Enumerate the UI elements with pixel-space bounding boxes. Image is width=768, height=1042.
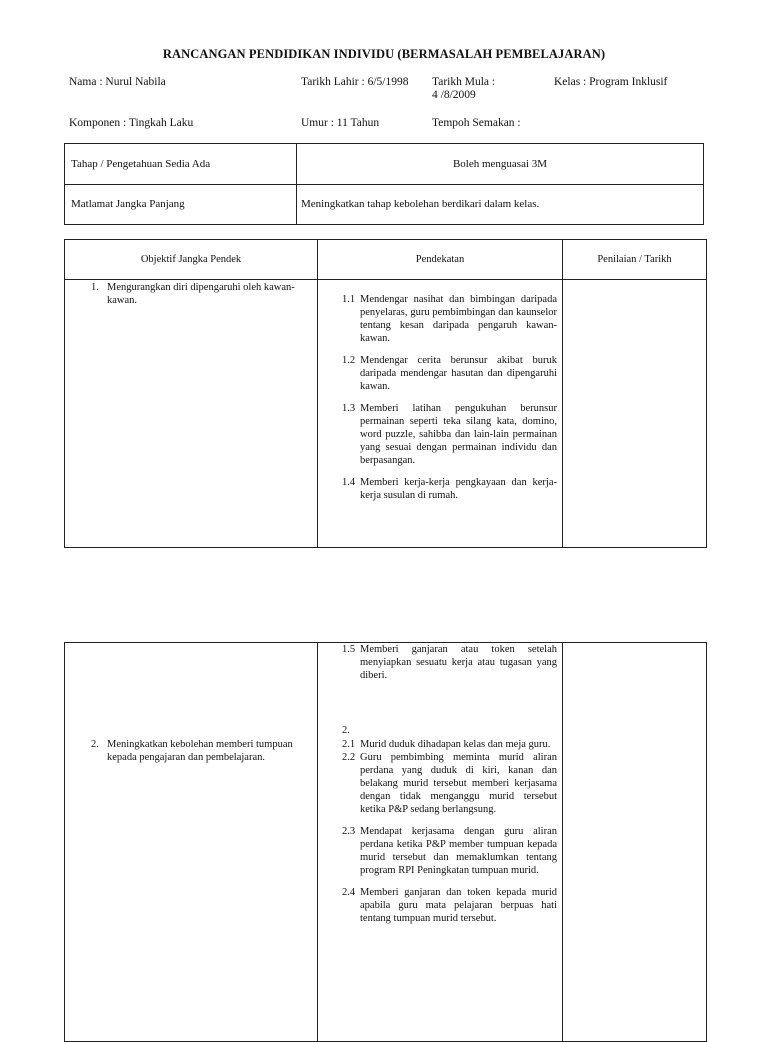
approach-item (342, 643, 557, 682)
approach-number: 1.3 (342, 403, 356, 414)
approach-cell (318, 643, 563, 1042)
approach-text: Memberi latihan pengukuhan berunsur permainan seperti teka silang kata, domino, word puzzle, sahibba dan lain-lain permainan yang sesuai dengan permainan individu dan berpasangan. (360, 403, 557, 466)
approach-text: Guru pembimbing meminta murid aliran perdana yang duduk di kiri, kanan dan belakang murid tersebut memberi kerjasama dengan tidak menganggu murid tersebut ketika P&P sedang berlangsung. (360, 752, 557, 815)
approach-item (342, 293, 557, 345)
header-assessment: Penilaian / Tarikh (563, 240, 707, 280)
start-date-value: 4 /8/2009 (432, 89, 476, 101)
age: Umur : 11 Tahun (301, 117, 380, 129)
summary-cell (65, 144, 297, 185)
approach-number: 1.1 (342, 294, 356, 305)
existing-knowledge-value: Boleh menguasai 3M (452, 157, 548, 170)
objective-item (65, 643, 317, 764)
approach-item (342, 476, 557, 502)
summary-cell (65, 185, 297, 225)
approach-text: Memberi ganjaran dan token kepada murid apabila guru mata pelajaran berpuas hati tentang tumpuan murid tersebut. (360, 887, 557, 924)
approach-number: 1.4 (342, 477, 356, 488)
approach-item (342, 402, 557, 467)
approach-number: 2.2 (342, 752, 356, 763)
summary-cell (297, 144, 704, 185)
plan-table (64, 239, 707, 548)
document-title: RANCANGAN PENDIDIKAN INDIVIDU (BERMASALAH PEMBELAJARAN) (162, 47, 606, 61)
section-number: 2. (342, 725, 350, 736)
approach-list (318, 643, 562, 682)
summary-cell (297, 185, 704, 225)
student-name: Nama : Nurul Nabila (69, 76, 166, 88)
approach-list (318, 738, 562, 925)
approach-text: Mendengar cerita berunsur akibat buruk daripada mendengar hasutan dan dipengaruhi kawan. (360, 355, 557, 392)
approach-item (342, 354, 557, 393)
assessment-cell (563, 643, 707, 1042)
objective-text: Mengurangkan diri dipengaruhi oleh kawan-kawan. (107, 282, 295, 306)
approach-number: 1.5 (342, 644, 356, 655)
approach-text: Memberi kerja-kerja pengkayaan dan kerja-kerja susulan di rumah. (360, 477, 557, 501)
approach-number: 2.3 (342, 826, 356, 837)
approach-number: 2.1 (342, 739, 356, 750)
approach-item (342, 825, 557, 877)
birth-date: Tarikh Lahir : 6/5/1998 (301, 76, 409, 88)
objective-cell (65, 643, 318, 1042)
approach-number: 1.2 (342, 355, 356, 366)
approach-list (318, 280, 562, 502)
objective-number: 1. (91, 282, 99, 293)
objective-item (65, 280, 317, 307)
component: Komponen : Tingkah Laku (69, 117, 194, 129)
plan-table-continued (64, 642, 707, 1042)
start-date-label: Tarikh Mula : (432, 76, 496, 88)
long-term-goal-label: Matlamat Jangka Panjang (71, 198, 185, 210)
approach-cell (318, 280, 563, 548)
assessment-cell (563, 280, 707, 548)
long-term-goal-value: Meningkatkan tahap kebolehan berdikari dalam kelas. (301, 198, 540, 210)
existing-knowledge-label: Tahap / Pengetahuan Sedia Ada (71, 157, 211, 170)
objective-cell (65, 280, 318, 548)
review-period: Tempoh Semakan : (432, 117, 521, 129)
class-name: Kelas : Program Inklusif (554, 76, 668, 88)
approach-item (342, 751, 557, 816)
approach-text: Mendapat kerjasama dengan guru aliran perdana ketika P&P member tumpuan kepada murid tersebut dan memaklumkan tentang program RPI Peningkatan tumpuan murid. (360, 826, 557, 876)
approach-item (342, 738, 557, 751)
approach-text: Mendengar nasihat dan bimbingan daripada penyelaras, guru pembimbingan dan kaunselor tentang kesan daripada pengaruh kawan-kawan. (360, 294, 557, 344)
objective-text: Meningkatkan kebolehan memberi tumpuan kepada pengajaran dan pembelajaran. (107, 739, 293, 763)
approach-number: 2.4 (342, 887, 356, 898)
objective-number: 2. (91, 739, 99, 750)
summary-table (64, 143, 704, 225)
header-objective: Objektif Jangka Pendek (65, 240, 318, 280)
approach-text: Murid duduk dihadapan kelas dan meja guru. (360, 739, 551, 750)
header-approach: Pendekatan (318, 240, 563, 280)
approach-text: Memberi ganjaran atau token setelah menyiapkan sesuatu kerja atau tugasan yang diberi. (360, 644, 557, 681)
approach-item (342, 886, 557, 925)
